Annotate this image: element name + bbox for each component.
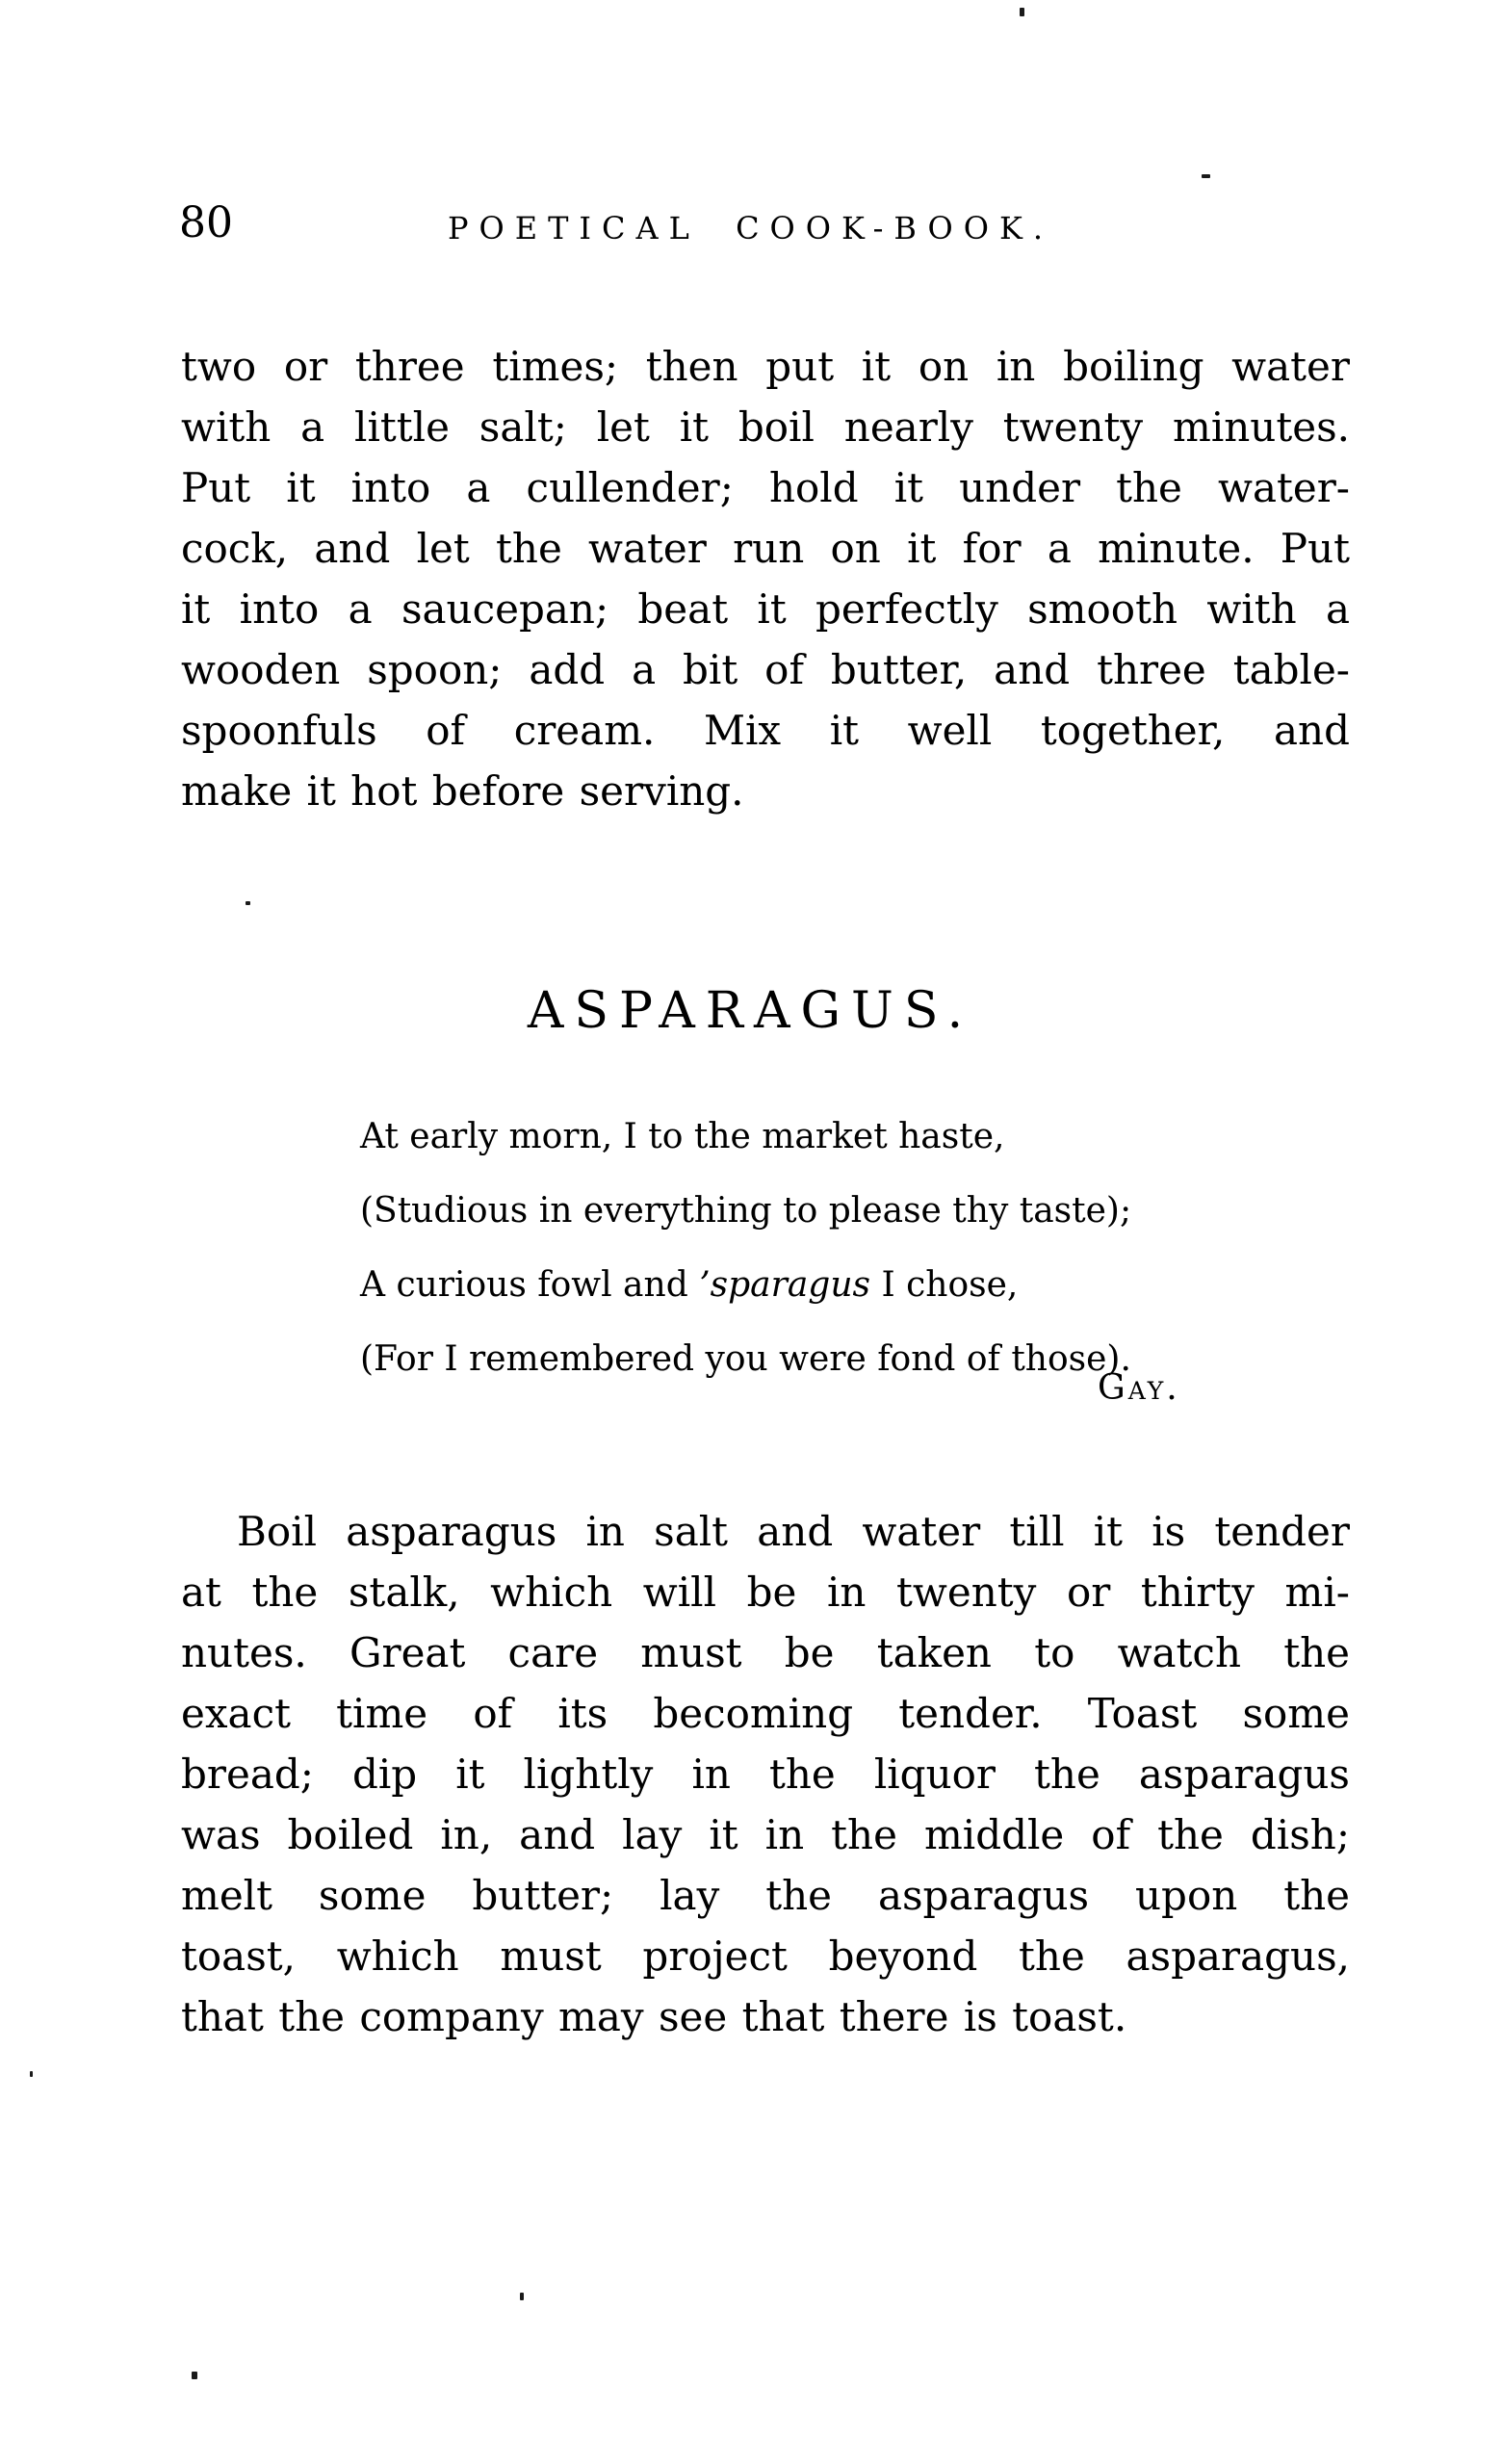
text-line: nutes. Great care must be taken to watch the [181, 1629, 1350, 1676]
ink-speck [1202, 174, 1210, 178]
text-line: make it hot before serving. [181, 767, 744, 815]
text-line: bread; dip it lightly in the liquor the asparagus [181, 1751, 1350, 1798]
ink-speck [1020, 8, 1024, 16]
poem-attribution: Gay. [1098, 1368, 1180, 1408]
text-line: Put it into a cullender; hold it under the water- [181, 464, 1350, 511]
text-line: that the company may see that there is toast. [181, 1993, 1127, 2040]
text-line: two or three times; then put it on in boiling water [181, 343, 1350, 390]
text-line: spoonfuls of cream. Mix it well together, and [181, 707, 1350, 754]
epigraph-poem [360, 1100, 1131, 1396]
text-line: with a little salt; let it boil nearly twenty minutes. [181, 403, 1350, 451]
poem-line-segment: A curious fowl and [360, 1265, 700, 1305]
text-line: it into a saucepan; beat it perfectly smooth with a [181, 585, 1350, 633]
poem-line: At early morn, I to the market haste, [360, 1117, 1005, 1156]
running-head-title: POETICAL COOK-BOOK. [447, 210, 1054, 246]
poem-line: (For I remembered you were fond of those). [360, 1339, 1131, 1379]
text-line: Boil asparagus in salt and water till it is tender [237, 1508, 1350, 1555]
page-number: 80 [179, 198, 233, 247]
ink-speck [192, 2372, 197, 2379]
text-line: wooden spoon; add a bit of butter, and three table- [181, 646, 1350, 693]
ink-speck [520, 2293, 524, 2300]
text-line: exact time of its becoming tender. Toast some [181, 1690, 1350, 1737]
text-line: cock, and let the water run on it for a minute. Put [181, 525, 1350, 572]
poem-line-segment-italic: ’sparagus [699, 1265, 871, 1305]
paragraph-continuation [181, 336, 1350, 821]
recipe-section-title: ASPARAGUS. [527, 982, 974, 1040]
text-line: melt some butter; lay the asparagus upon the [181, 1872, 1350, 1919]
ink-speck [246, 901, 250, 905]
ink-speck [30, 2071, 33, 2077]
poem-line [360, 1248, 1131, 1322]
text-line: was boiled in, and lay it in the middle of the dish; [181, 1811, 1350, 1858]
poem-line-segment: I chose, [870, 1265, 1019, 1305]
text-line: at the stalk, which will be in twenty or thirty mi- [181, 1569, 1350, 1616]
poem-line: (Studious in everything to please thy taste); [360, 1191, 1132, 1231]
text-line: toast, which must project beyond the asparagus, [181, 1932, 1350, 1980]
paragraph-asparagus-recipe [181, 1501, 1350, 2047]
